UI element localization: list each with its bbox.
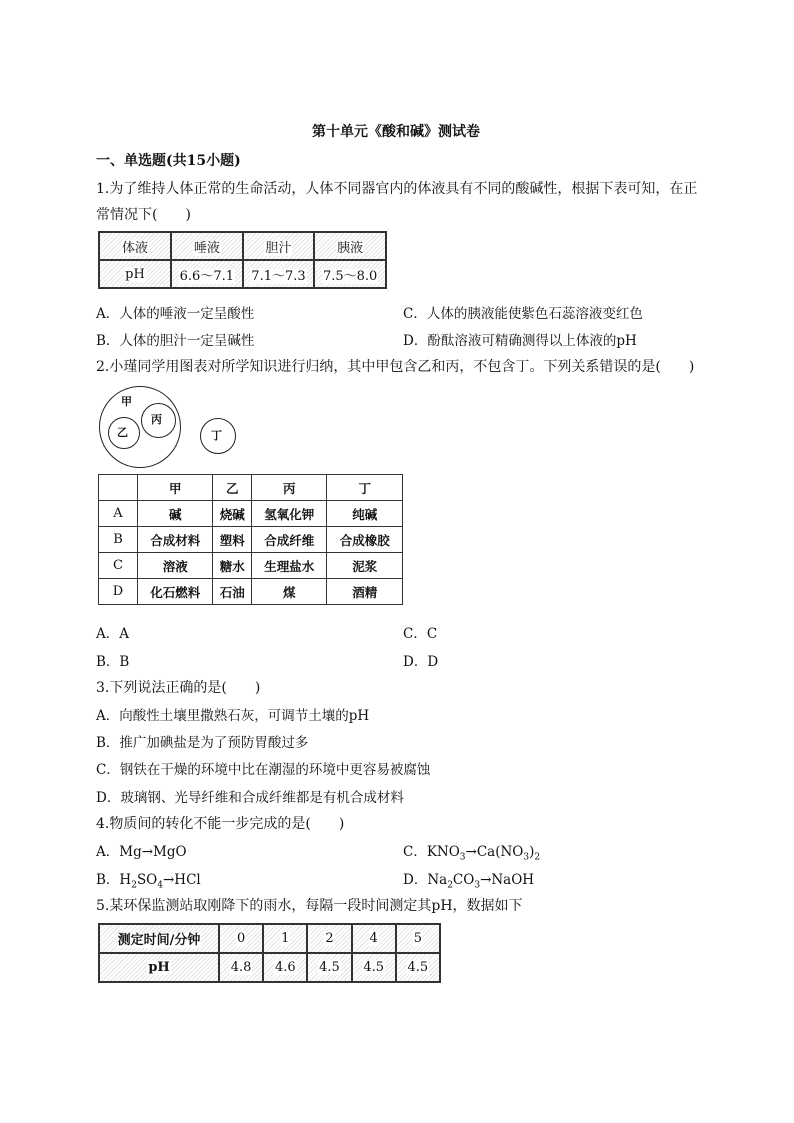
q1-option-c[interactable]: C．人体的胰液能使紫色石蕊溶液变红色 (403, 306, 643, 322)
table-cell: 碱 (138, 501, 213, 527)
table-cell: 体液 (99, 232, 171, 260)
q2-option-b[interactable]: B．B (96, 654, 130, 670)
table-cell: D (99, 579, 138, 605)
table-cell: 4.6 (263, 953, 307, 982)
q4-option-c[interactable]: C．$KNO_3\to Ca(NO_3)_2$ (403, 844, 541, 863)
table-cell: 石油 (213, 579, 252, 605)
table-cell: 5 (396, 924, 440, 953)
table-cell: 2 (307, 924, 351, 953)
q5-stem: 5.某环保监测站取刚降下的雨水，每隔一段时间测定其pH，数据如下 (96, 898, 523, 914)
table-cell: 胆汁 (243, 232, 315, 260)
table-row (99, 475, 403, 501)
q4-option-b[interactable]: B．$H_2SO_4\to HCl$ (96, 872, 201, 891)
q4-stem: 4.物质间的转化不能一步完成的是( ) (96, 816, 345, 832)
q2-option-d[interactable]: D．D (403, 654, 439, 670)
q2-classification-table (98, 474, 403, 605)
table-cell: 溶液 (138, 553, 213, 579)
q1-option-a[interactable]: A．人体的唾液一定呈酸性 (96, 306, 255, 322)
section-heading: 一、单选题(共15小题) (96, 153, 241, 169)
q3-stem: 3.下列说法正确的是( ) (96, 680, 261, 696)
q2-stem: 2.小瑾同学用图表对所学知识进行归纳，其中甲包含乙和丙，不包含丁。下列关系错误的是( ) (96, 359, 695, 375)
table-cell: A (99, 501, 138, 527)
q4-option-d[interactable]: D．$Na_2CO_3\to NaOH$ (403, 872, 535, 891)
table-cell: 糖水 (213, 553, 252, 579)
table-cell: 测定时间/分钟 (99, 924, 219, 953)
table-cell: 0 (219, 924, 263, 953)
table-cell: 生理盐水 (251, 553, 326, 579)
q1-option-d[interactable]: D．酚酞溶液可精确测得以上体液的pH (403, 333, 637, 349)
q2-option-c[interactable]: C．C (403, 626, 438, 642)
table-cell: 合成纤维 (251, 527, 326, 553)
table-cell: pH (99, 260, 171, 288)
label-ding: 丁 (211, 429, 222, 442)
table-cell: 丙 (251, 475, 326, 501)
table-cell: 4.5 (352, 953, 396, 982)
table-row (99, 232, 386, 260)
table-row (99, 553, 403, 579)
table-row (99, 527, 403, 553)
table-cell: 塑料 (213, 527, 252, 553)
q1-stem-line2: 常情况下( ) (96, 207, 191, 223)
table-cell: 乙 (213, 475, 252, 501)
page-title: 第十单元《酸和碱》测试卷 (312, 124, 480, 140)
table-cell: 甲 (138, 475, 213, 501)
table-cell: 合成材料 (138, 527, 213, 553)
table-cell: 氢氧化钾 (251, 501, 326, 527)
table-cell: 化石燃料 (138, 579, 213, 605)
q1-option-b[interactable]: B．人体的胆汁一定呈碱性 (96, 333, 255, 349)
table-cell: 合成橡胶 (327, 527, 403, 553)
table-row (99, 501, 403, 527)
q5-rain-ph-table (98, 923, 441, 983)
q1-stem-line1: 1.为了维持人体正常的生命活动，人体不同器官内的体液具有不同的酸碱性，根据下表可知，在正 (96, 181, 698, 197)
table-cell: 酒精 (327, 579, 403, 605)
table-cell: 4 (352, 924, 396, 953)
table-cell (99, 475, 138, 501)
table-row (99, 924, 440, 953)
table-cell: 纯碱 (327, 501, 403, 527)
q3-option-b[interactable]: B．推广加碘盐是为了预防胃酸过多 (96, 735, 309, 751)
table-cell: 唾液 (171, 232, 243, 260)
q3-option-c[interactable]: C．钢铁在干燥的环境中比在潮湿的环境中更容易被腐蚀 (96, 762, 431, 778)
table-cell: pH (99, 953, 219, 982)
label-bing: 丙 (151, 413, 162, 426)
table-cell: 4.8 (219, 953, 263, 982)
table-cell: 4.5 (396, 953, 440, 982)
table-cell: 丁 (327, 475, 403, 501)
table-cell: 泥浆 (327, 553, 403, 579)
label-jia: 甲 (121, 395, 132, 408)
table-row (99, 953, 440, 982)
table-cell: 7.1～7.3 (243, 260, 315, 288)
table-cell: B (99, 527, 138, 553)
q4-option-a[interactable]: A．Mg→MgO (96, 844, 187, 860)
q1-body-fluid-ph-table (98, 231, 387, 289)
table-row (99, 579, 403, 605)
table-cell: C (99, 553, 138, 579)
table-cell: 6.6～7.1 (171, 260, 243, 288)
table-cell: 4.5 (307, 953, 351, 982)
label-yi: 乙 (117, 426, 128, 439)
q3-option-a[interactable]: A．向酸性土壤里撒熟石灰，可调节土壤的pH (96, 708, 370, 724)
table-cell: 胰液 (314, 232, 386, 260)
table-cell: 烧碱 (213, 501, 252, 527)
table-cell: 7.5～8.0 (314, 260, 386, 288)
table-row (99, 260, 386, 288)
q3-option-d[interactable]: D．玻璃钢、光导纤维和合成纤维都是有机合成材料 (96, 790, 404, 806)
table-cell: 煤 (251, 579, 326, 605)
table-cell: 1 (263, 924, 307, 953)
q2-option-a[interactable]: A．A (96, 626, 129, 642)
